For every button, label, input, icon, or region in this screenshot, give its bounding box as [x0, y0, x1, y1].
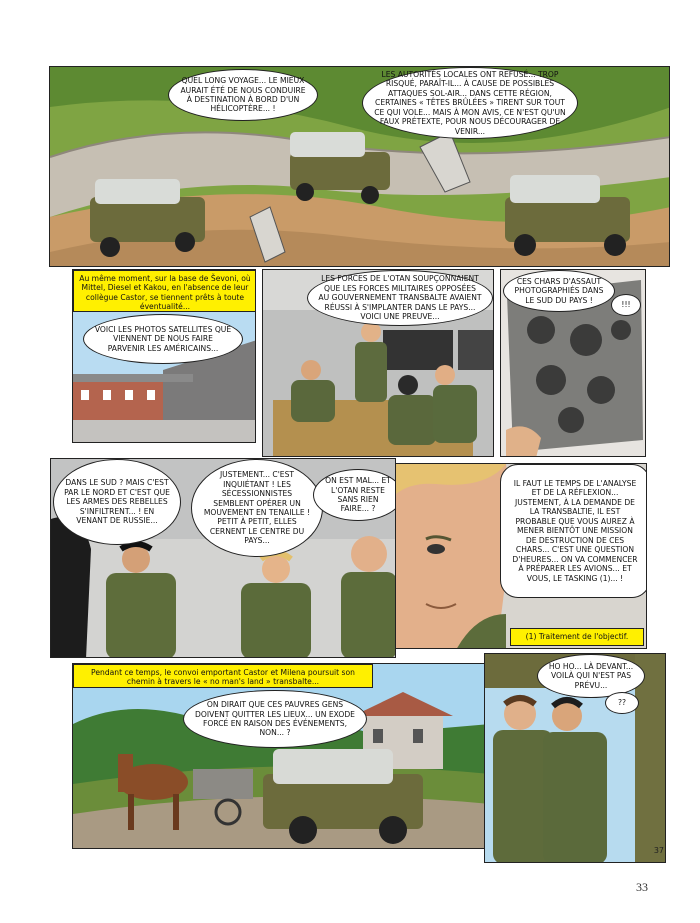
- panel-3-briefing-room: [262, 269, 494, 457]
- speech-bubble-p1-2: LES AUTORITÉS LOCALES ONT REFUSÉ... TROP RISQUÉ, PARAÎT-IL... À CAUSE DE POSSIBLES ATTAQUES SOL-AIR... DANS CETTE RÉGION, CERTAINES « TÊTES BRÛLÉES » TIRENT SUR TOUT CE QUI VOLE... MAIS À MON AVIS, CE N'EST QU'UN FAUX PRÉTEXTE, POUR NOUS DÉCOURAGER DE VENIR...: [362, 67, 578, 139]
- panel-1-convoy-road: [49, 66, 670, 267]
- speech-bubble-p4-1: CES CHARS D'ASSAUT PHOTOGRAPHIÉS DANS LE SUD DU PAYS !: [503, 270, 615, 312]
- speech-bubble-p6: IL FAUT LE TEMPS DE L'ANALYSE ET DE LA RÉFLEXION... JUSTEMENT, À LA DEMANDE DE LA TRANSBALTIE, IL EST PROBABLE QUE VOUS AUREZ À MENER BIENTÔT UNE MISSION DE DESTRUCTION DE CES CHARS... C'EST UNE QUESTION D'HEURES... ON VA COMMENCER À PRÉPARER LES AVIONS... ET VOUS, LE TASKING (1)... !: [500, 464, 647, 598]
- panel-8-inside-jeep: [484, 653, 666, 863]
- speech-bubble-p8-1: HO HO... LÀ DEVANT... VOILÀ QUI N'EST PAS PRÉVU...: [537, 654, 645, 698]
- panel-6-closeup-face: [395, 463, 647, 649]
- panel-4-satellite-photo: [500, 269, 646, 457]
- speech-bubble-p8-2: ??: [605, 692, 639, 714]
- speech-bubble-p7: ON DIRAIT QUE CES PAUVRES GENS DOIVENT QUITTER LES LIEUX... UN EXODE FORCÉ EN RAISON DES ÉVÉNEMENTS, NON... ?: [183, 690, 367, 748]
- speech-bubble-p5-1: DANS LE SUD ? MAIS C'EST PAR LE NORD ET C'EST QUE LES ARMES DES REBELLES S'INFILTRENT... ! EN VENANT DE RUSSIE...: [53, 459, 181, 545]
- caption-p6-footnote: (1) Traitement de l'objectif.: [510, 628, 644, 646]
- page-number: 33: [636, 880, 648, 894]
- caption-p7: Pendant ce temps, le convoi emportant Castor et Milena poursuit son chemin à travers le « no man's land » transbalte...: [73, 664, 373, 688]
- speech-bubble-p1-1: QUEL LONG VOYAGE... LE MIEUX AURAIT ÉTÉ DE NOUS CONDUIRE À DESTINATION À BORD D'UN HÉLICOPTÈRE... !: [168, 69, 318, 121]
- panel-7-convoy-exode: [72, 663, 490, 849]
- speech-bubble-p5-2: JUSTEMENT... C'EST INQUIÉTANT ! LES SÉCESSIONNISTES SEMBLENT OPÉRER UN MOUVEMENT EN TENAILLE ! PETIT À PETIT, ELLES CERNENT LE CENTRE DU PAYS...: [191, 459, 323, 557]
- speech-bubble-p4-2: !!!: [611, 294, 641, 316]
- caption-p2: Au même moment, sur la base de Ševoni, où Mittel, Diesel et Kakou, en l'absence de leur collègue Castor, se tiennent prêts à toute éventualité...: [73, 270, 256, 312]
- speech-bubble-p3: LES FORCES DE L'OTAN SOUPÇONNAIENT QUE LES FORCES MILITAIRES OPPOSÉES AU GOUVERNEMENT TRANSBALTE AVAIENT RÉUSSI À S'IMPLANTER DANS LE PAYS... VOICI UNE PREUVE...: [307, 270, 493, 326]
- panel-2-base-building: [72, 269, 256, 443]
- panel-5-officers-discussion: [50, 458, 396, 658]
- speech-bubble-p2: VOICI LES PHOTOS SATELLITES QUE VIENNENT DE NOUS FAIRE PARVENIR LES AMÉRICAINS...: [83, 314, 243, 364]
- panel-mark: 37: [653, 846, 664, 855]
- panel-1-artwork: [50, 67, 670, 267]
- speech-bubble-p5-3: ON EST MAL... ET L'OTAN RESTE SANS RIEN FAIRE... ?: [313, 469, 396, 521]
